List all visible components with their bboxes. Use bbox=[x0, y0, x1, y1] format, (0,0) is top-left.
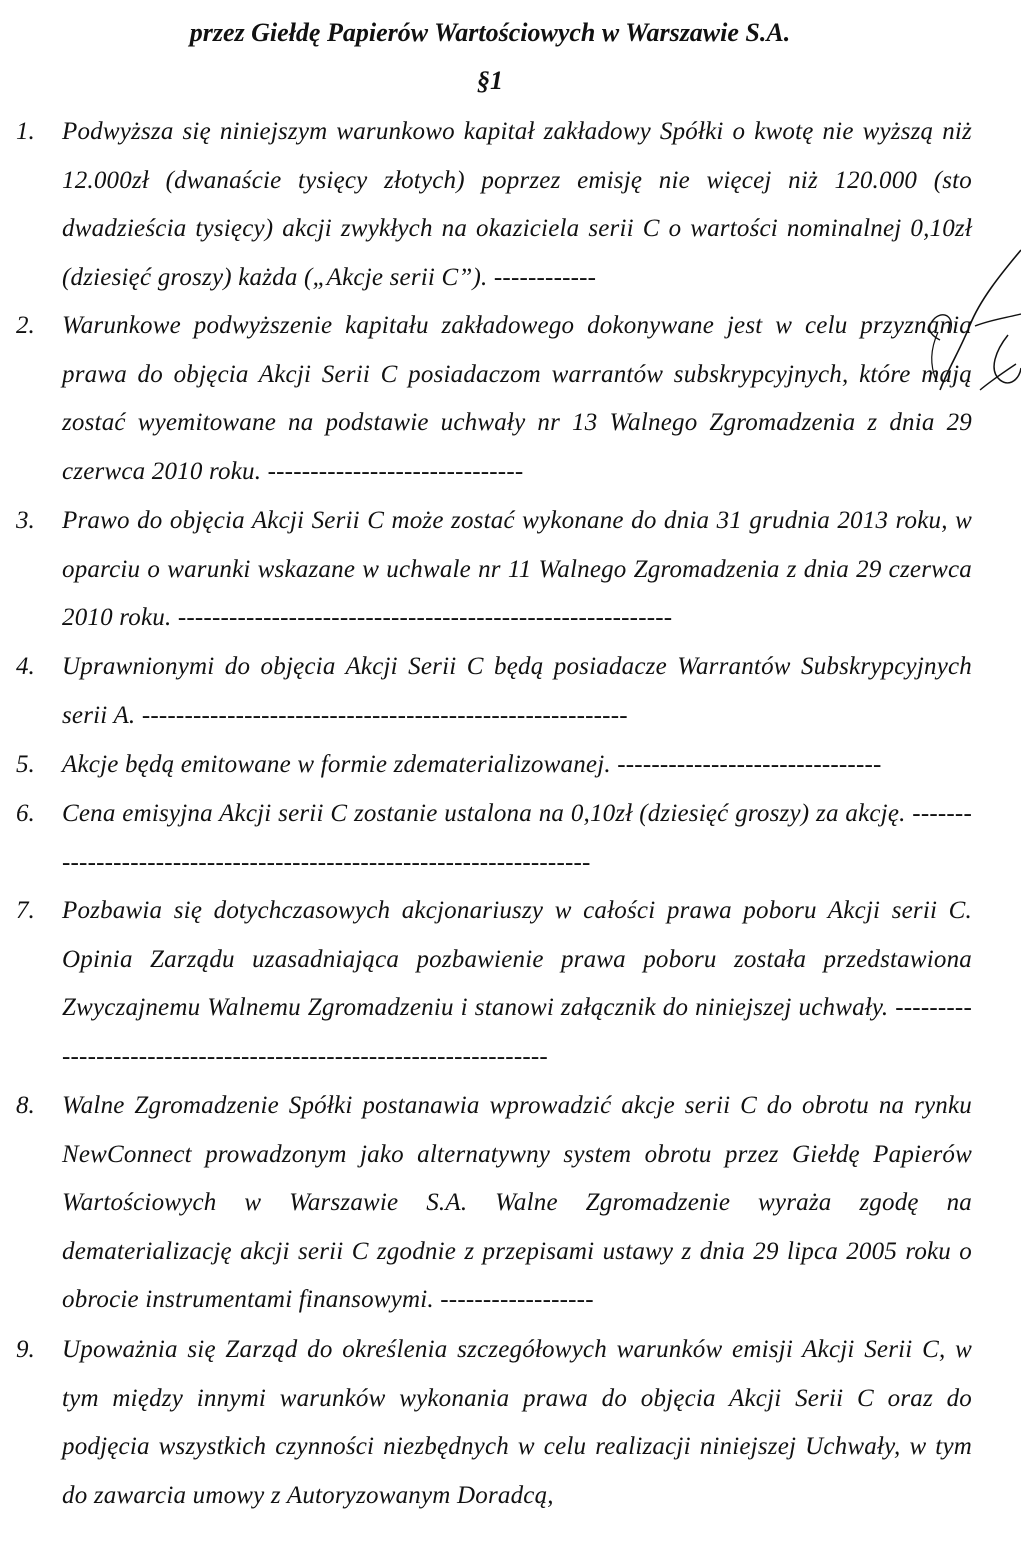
list-item-number: 2. bbox=[16, 312, 35, 339]
list-item-text: Podwyższa się niniejszym warunkowo kapitał zakładowy Spółki o kwotę nie wyższą niż 12.000zł (dwanaście tysięcy złotych) poprzez emisję nie więcej niż 120.000 (sto dwadzieścia tysięcy) akcji zwykłych na okaziciela serii C o wartości nominalnej 0,10zł (dziesięć groszy) każda („Akcje serii C”). ------------ bbox=[62, 118, 972, 291]
list-item-text: Walne Zgromadzenie Spółki postanawia wprowadzić akcje serii C do obrotu na rynku NewConnect prowadzonym jako alternatywny system obrotu przez Giełdę Papierów Wartościowych w Warszawie S.A. Walne Zgromadzenie wyraża zgodę na dematerializację akcji serii C zgodnie z przepisami ustawy z dnia 29 lipca 2005 roku o obrocie instrumentami finansowymi. ------------------ bbox=[62, 1092, 972, 1314]
list-item-number: 4. bbox=[16, 653, 35, 680]
list-item-number: 1. bbox=[16, 118, 35, 145]
document-title: przez Giełdę Papierów Wartościowych w Warszawie S.A. bbox=[189, 18, 791, 47]
list-item-text: Upoważnia się Zarząd do określenia szczegółowych warunków emisji Akcji Serii C, w tym między innymi warunków wykonania prawa do objęcia Akcji Serii C oraz do podjęcia wszystkich czynności niezbędnych w celu realizacji niniejszej Uchwały, w tym do zawarcia umowy z Autoryzowanym Doradcą, bbox=[62, 1336, 972, 1509]
list-item-number: 5. bbox=[16, 751, 35, 778]
list-item-text: Uprawnionymi do objęcia Akcji Serii C będą posiadacze Warrantów Subskrypcyjnych serii A. --------------------------------------------------------- bbox=[62, 653, 972, 729]
list-item-text: Prawo do objęcia Akcji Serii C może zostać wykonane do dnia 31 grudnia 2013 roku, w oparciu o warunki wskazane w uchwale nr 11 Walnego Zgromadzenia z dnia 29 czerwca 2010 roku. ---------------------------------------------------------- bbox=[62, 507, 972, 632]
list-item-number: 8. bbox=[16, 1092, 35, 1119]
list-item-text: Cena emisyjna Akcji serii C zostanie ustalona na 0,10zł (dziesięć groszy) za akcję. --------------------------------------------------------------------- bbox=[62, 800, 972, 876]
list-item-number: 9. bbox=[16, 1336, 35, 1363]
section-mark: §1 bbox=[477, 66, 503, 95]
handwritten-signature bbox=[900, 240, 1021, 430]
list-item-text: Warunkowe podwyższenie kapitału zakładowego dokonywane jest w celu przyznania prawa do objęcia Akcji Serii C posiadaczom warrantów subskrypcyjnych, które mają zostać wyemitowane na podstawie uchwały nr 13 Walnego Zgromadzenia z dnia 29 czerwca 2010 roku. ------------------------------ bbox=[62, 312, 972, 485]
list-item-number: 3. bbox=[16, 507, 35, 534]
list-item-text: Akcje będą emitowane w formie zdematerializowanej. ------------------------------- bbox=[62, 751, 882, 778]
list-item-text: Pozbawia się dotychczasowych akcjonariuszy w całości prawa poboru Akcji serii C. Opinia Zarządu uzasadniająca pozbawienie prawa poboru została przedstawiona Zwyczajnemu Walnemu Zgromadzeniu i stanowi załącznik do niniejszej uchwały. ------------------------------------------------------------------ bbox=[62, 897, 972, 1070]
list-item-number: 7. bbox=[16, 897, 35, 924]
list-item-number: 6. bbox=[16, 800, 35, 827]
